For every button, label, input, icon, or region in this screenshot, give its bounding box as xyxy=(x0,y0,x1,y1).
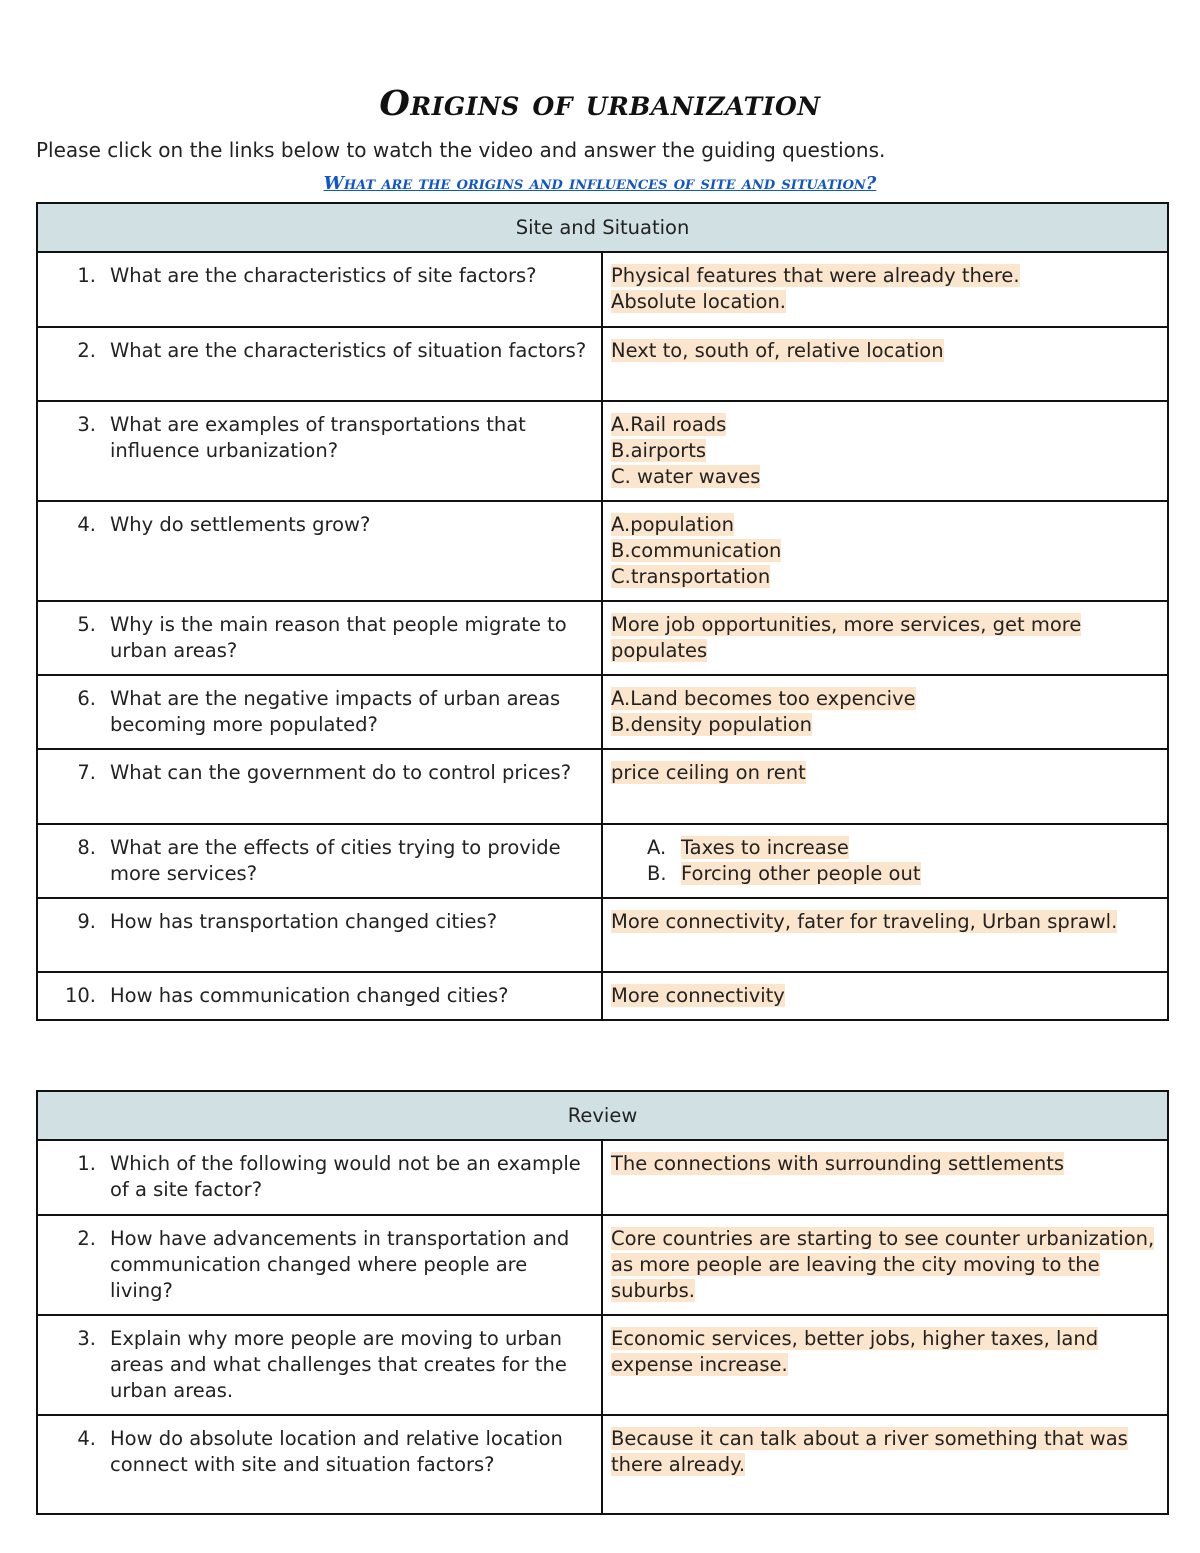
answer-cell[interactable] xyxy=(602,675,1168,749)
question-text: What are examples of transportations that influence urbanization? xyxy=(110,413,526,462)
question-text: Why is the main reason that people migrate to urban areas? xyxy=(110,613,567,662)
question-number: 3. xyxy=(77,413,96,436)
page-title: Origins of urbanization xyxy=(379,83,821,124)
answer-text: More connectivity, fater for traveling, Urban sprawl. xyxy=(611,910,1118,933)
answer-list-item xyxy=(611,861,1159,887)
table-row xyxy=(37,1140,1168,1215)
answer-cell[interactable] xyxy=(602,1215,1168,1315)
answer-text: Core countries are starting to see counter urbanization, as more people are leaving the city moving to the suburbs. xyxy=(611,1227,1155,1302)
question-cell xyxy=(37,824,602,898)
question-cell xyxy=(37,601,602,675)
answer-text: Taxes to increase xyxy=(681,836,849,859)
question-text: What are the characteristics of site factors? xyxy=(110,264,537,287)
question-number: 7. xyxy=(77,761,96,784)
question-cell xyxy=(37,1315,602,1415)
answer-letter: B. xyxy=(647,862,667,885)
question-text: How has communication changed cities? xyxy=(110,984,509,1007)
video-link[interactable]: What are the origins and influences of site and situation? xyxy=(323,173,877,194)
question-cell xyxy=(37,1140,602,1215)
question-cell xyxy=(37,675,602,749)
question-text: How do absolute location and relative location connect with site and situation factors? xyxy=(110,1427,563,1476)
answer-text: Forcing other people out xyxy=(681,862,921,885)
answer-text: B.airports xyxy=(611,439,707,462)
question-text: What are the characteristics of situation factors? xyxy=(110,339,587,362)
answer-cell[interactable] xyxy=(602,1140,1168,1215)
answer-text: A.Land becomes too expencive xyxy=(611,687,916,710)
table-row xyxy=(37,401,1168,501)
table-row xyxy=(37,749,1168,824)
table-row xyxy=(37,972,1168,1020)
table-row xyxy=(37,898,1168,972)
answer-cell[interactable] xyxy=(602,252,1168,327)
answer-text: A.population xyxy=(611,513,734,536)
answer-list-item xyxy=(611,835,1159,861)
table-row xyxy=(37,1215,1168,1315)
answer-text: Physical features that were already there. xyxy=(611,264,1020,287)
answer-cell[interactable] xyxy=(602,327,1168,401)
question-cell xyxy=(37,252,602,327)
review-table xyxy=(36,1090,1169,1515)
table-header: Site and Situation xyxy=(37,203,1168,252)
question-number: 4. xyxy=(77,1427,96,1450)
question-cell xyxy=(37,1215,602,1315)
question-number: 1. xyxy=(77,264,96,287)
table-row xyxy=(37,1415,1168,1514)
question-text: How has transportation changed cities? xyxy=(110,910,498,933)
answer-text: Economic services, better jobs, higher taxes, land expense increase. xyxy=(611,1327,1099,1376)
table-row xyxy=(37,327,1168,401)
answer-cell[interactable] xyxy=(602,972,1168,1020)
answer-text: Because it can talk about a river something that was there already. xyxy=(611,1427,1128,1476)
site-situation-table xyxy=(36,202,1169,1021)
question-number: 1. xyxy=(77,1152,96,1175)
question-number: 5. xyxy=(77,613,96,636)
question-text: How have advancements in transportation and communication changed where people are living? xyxy=(110,1227,570,1302)
table-row xyxy=(37,252,1168,327)
table-header: Review xyxy=(37,1091,1168,1140)
question-text: Which of the following would not be an example of a site factor? xyxy=(110,1152,581,1201)
question-cell xyxy=(37,898,602,972)
question-text: What are the negative impacts of urban areas becoming more populated? xyxy=(110,687,561,736)
question-text: What are the effects of cities trying to provide more services? xyxy=(110,836,561,885)
question-number: 4. xyxy=(77,513,96,536)
answer-text: A.Rail roads xyxy=(611,413,727,436)
question-number: 2. xyxy=(77,339,96,362)
answer-text: B.density population xyxy=(611,713,813,736)
question-number: 10. xyxy=(64,984,96,1007)
question-cell xyxy=(37,1415,602,1514)
question-number: 9. xyxy=(77,910,96,933)
question-text: Why do settlements grow? xyxy=(110,513,371,536)
answer-text: C.transportation xyxy=(611,565,771,588)
table-row xyxy=(37,601,1168,675)
question-cell xyxy=(37,749,602,824)
answer-cell[interactable] xyxy=(602,824,1168,898)
question-cell xyxy=(37,401,602,501)
question-number: 2. xyxy=(77,1227,96,1250)
question-cell xyxy=(37,972,602,1020)
question-text: Explain why more people are moving to urban areas and what challenges that creates for the urban areas. xyxy=(110,1327,567,1402)
question-number: 3. xyxy=(77,1327,96,1350)
answer-cell[interactable] xyxy=(602,898,1168,972)
question-number: 6. xyxy=(77,687,96,710)
table-row xyxy=(37,501,1168,601)
question-cell xyxy=(37,327,602,401)
question-number: 8. xyxy=(77,836,96,859)
question-cell xyxy=(37,501,602,601)
table-row xyxy=(37,675,1168,749)
instructions-text: Please click on the links below to watch the video and answer the guiding questions. xyxy=(36,138,886,162)
answer-text: B.communication xyxy=(611,539,782,562)
answer-cell[interactable] xyxy=(602,401,1168,501)
answer-text: Absolute location. xyxy=(611,290,786,313)
answer-text: C. water waves xyxy=(611,465,761,488)
answer-text: Next to, south of, relative location xyxy=(611,339,944,362)
answer-cell[interactable] xyxy=(602,749,1168,824)
answer-text: More job opportunities, more services, get more populates xyxy=(611,613,1082,662)
answer-letter: A. xyxy=(647,836,667,859)
table-row xyxy=(37,824,1168,898)
answer-cell[interactable] xyxy=(602,1415,1168,1514)
table-row xyxy=(37,1315,1168,1415)
answer-text: More connectivity xyxy=(611,984,785,1007)
answer-cell[interactable] xyxy=(602,1315,1168,1415)
question-text: What can the government do to control prices? xyxy=(110,761,572,784)
answer-cell[interactable] xyxy=(602,501,1168,601)
answer-cell[interactable] xyxy=(602,601,1168,675)
answer-text: price ceiling on rent xyxy=(611,761,806,784)
answer-text: The connections with surrounding settlements xyxy=(611,1152,1065,1175)
